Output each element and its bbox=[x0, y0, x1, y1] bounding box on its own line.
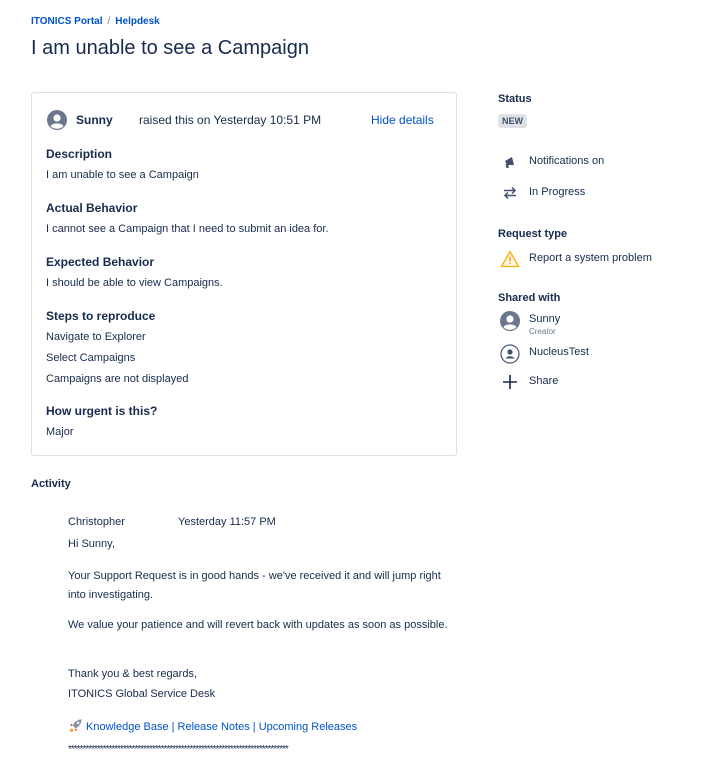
shared-with-label: Shared with bbox=[498, 292, 561, 304]
field-actual-behavior bbox=[46, 201, 329, 240]
request-details-card bbox=[31, 92, 457, 456]
comment-divider-stars: **************************************************************************** bbox=[68, 744, 288, 755]
request-type-label: Request type bbox=[498, 228, 568, 240]
field-value: I cannot see a Campaign that I need to submit an idea for. bbox=[46, 223, 329, 235]
field-label: Description bbox=[46, 147, 113, 161]
field-urgency bbox=[46, 404, 157, 443]
shared-user-role: Creator bbox=[529, 327, 556, 336]
request-type-value: Report a system problem bbox=[529, 252, 652, 264]
comment-timestamp: Yesterday 11:57 PM bbox=[178, 516, 276, 528]
comment-author: Christopher bbox=[68, 516, 125, 528]
rocket-icon bbox=[68, 718, 83, 736]
activity-heading: Activity bbox=[31, 478, 71, 490]
share-label: Share bbox=[529, 375, 559, 387]
field-label: Expected Behavior bbox=[46, 255, 155, 269]
plus-icon bbox=[498, 372, 522, 392]
shared-user-name: Sunny bbox=[529, 313, 561, 325]
reporter-name: Sunny bbox=[76, 113, 113, 127]
field-value: Major bbox=[46, 426, 74, 438]
comment-paragraph: We value your patience and will revert back with updates as soon as possible. bbox=[68, 619, 448, 631]
comment-greeting: Hi Sunny, bbox=[68, 538, 115, 550]
field-value: I should be able to view Campaigns. bbox=[46, 277, 223, 289]
transition-arrows-icon bbox=[498, 183, 522, 203]
user-circle-icon bbox=[498, 344, 522, 364]
megaphone-icon bbox=[498, 152, 522, 172]
breadcrumb-portal-link[interactable]: ITONICS Portal bbox=[31, 16, 103, 27]
notifications-label: Notifications on bbox=[529, 155, 605, 167]
upcoming-releases-link[interactable]: Upcoming Releases bbox=[258, 721, 358, 733]
breadcrumb-separator: / bbox=[107, 16, 111, 27]
workflow-status-label: In Progress bbox=[529, 186, 586, 198]
field-description bbox=[46, 147, 199, 186]
step-item: Campaigns are not displayed bbox=[46, 373, 189, 385]
shared-user-name: NucleusTest bbox=[529, 346, 589, 358]
field-label: Steps to reproduce bbox=[46, 309, 156, 323]
comment-paragraph: Your Support Request is in good hands - we've received it and will jump right into investigating. bbox=[68, 570, 441, 601]
page-title: I am unable to see a Campaign bbox=[31, 37, 309, 59]
field-label: How urgent is this? bbox=[46, 404, 158, 418]
link-separator: | bbox=[171, 721, 175, 733]
user-avatar-icon bbox=[498, 311, 522, 331]
field-steps-to-reproduce bbox=[46, 309, 188, 390]
breadcrumb-helpdesk-link[interactable]: Helpdesk bbox=[115, 16, 160, 27]
field-expected-behavior bbox=[46, 255, 223, 294]
status-badge[interactable]: NEW bbox=[498, 114, 527, 128]
step-item: Select Campaigns bbox=[46, 352, 136, 364]
link-separator: | bbox=[252, 721, 256, 733]
field-value: I am unable to see a Campaign bbox=[46, 169, 199, 181]
user-avatar-icon bbox=[47, 110, 67, 130]
comment-links bbox=[68, 718, 357, 736]
step-item: Navigate to Explorer bbox=[46, 331, 146, 343]
warning-triangle-icon bbox=[498, 249, 522, 269]
knowledge-base-link[interactable]: Knowledge Base bbox=[86, 721, 169, 733]
raised-timestamp: raised this on Yesterday 10:51 PM bbox=[139, 113, 322, 127]
breadcrumb bbox=[31, 16, 160, 27]
comment-thanks: Thank you & best regards, bbox=[68, 668, 198, 680]
field-label: Actual Behavior bbox=[46, 201, 138, 215]
hide-details-link[interactable]: Hide details bbox=[371, 113, 434, 127]
release-notes-link[interactable]: Release Notes bbox=[177, 721, 250, 733]
status-badge-wrap bbox=[498, 113, 527, 128]
status-label: Status bbox=[498, 93, 532, 105]
comment-signature: ITONICS Global Service Desk bbox=[68, 688, 216, 700]
request-header bbox=[47, 110, 447, 130]
field-value-list bbox=[46, 327, 188, 390]
